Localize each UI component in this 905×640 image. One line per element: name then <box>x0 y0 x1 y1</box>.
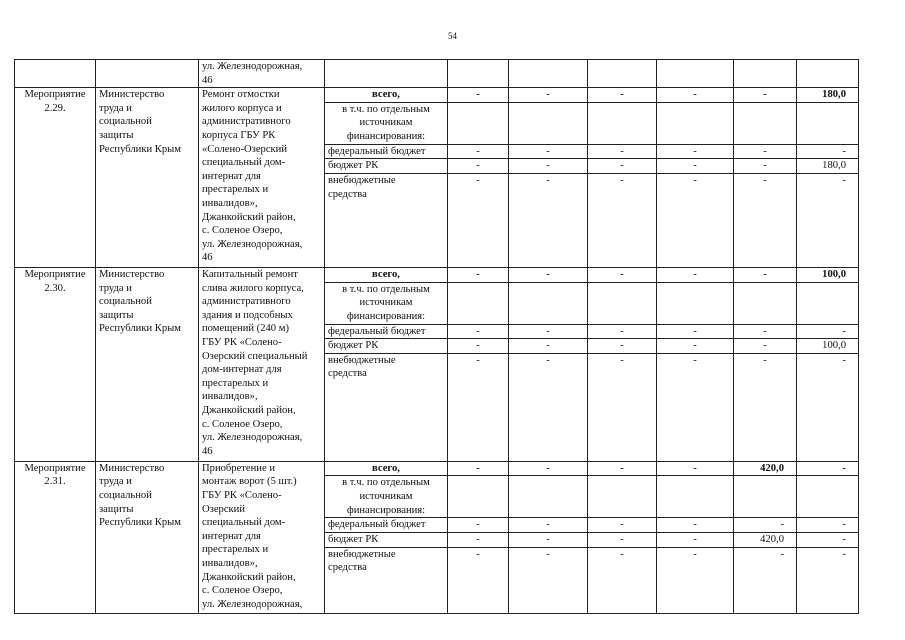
value-cell: - <box>657 159 734 174</box>
value-cell: - <box>588 88 657 103</box>
value-cell: - <box>734 353 797 461</box>
value-cell: - <box>797 547 859 613</box>
value-cell: - <box>448 547 509 613</box>
measure-total-row <box>15 461 859 476</box>
value-cell: - <box>657 353 734 461</box>
measure-total-row <box>15 88 859 103</box>
value-cell: - <box>657 532 734 547</box>
value-cell: - <box>797 173 859 267</box>
value-cell: - <box>657 324 734 339</box>
value-cell: - <box>657 144 734 159</box>
value-cell: - <box>734 518 797 533</box>
value-cell: - <box>588 267 657 282</box>
measure-description: Капитальный ремонт слива жилого корпуса, административного здания и подсобных помещений (240 м) ГБУ РК «Солено- Озерский специальный дом-интернат для престарелых и инвалидов», Джанкойский район, с. Соленое Озеро, ул. Железнодорожная, 46 <box>199 267 325 461</box>
value-cell: - <box>588 547 657 613</box>
source-total-label: всего, <box>325 267 448 282</box>
value-cell: - <box>797 532 859 547</box>
value-cell: - <box>509 339 588 354</box>
measure-id: Мероприятие 2.31. <box>15 461 96 613</box>
source-regional-label: бюджет РК <box>325 159 448 174</box>
value-cell: 180,0 <box>797 159 859 174</box>
value-cell: - <box>448 532 509 547</box>
source-including-label: в т.ч. по отдельным источникам финансирования: <box>325 476 448 518</box>
value-cell: - <box>588 518 657 533</box>
value-cell: - <box>588 532 657 547</box>
value-cell: - <box>509 267 588 282</box>
source-extra-label: внебюджетные средства <box>325 173 448 267</box>
measure-id: Мероприятие 2.29. <box>15 88 96 268</box>
value-cell: - <box>448 518 509 533</box>
value-cell: - <box>588 144 657 159</box>
value-cell: - <box>509 88 588 103</box>
value-cell: - <box>797 324 859 339</box>
value-cell: - <box>509 173 588 267</box>
value-cell: - <box>588 159 657 174</box>
value-cell: - <box>509 547 588 613</box>
value-cell: - <box>734 173 797 267</box>
value-cell: - <box>448 88 509 103</box>
value-cell: - <box>588 324 657 339</box>
value-cell: - <box>734 144 797 159</box>
budget-table <box>14 59 859 614</box>
value-cell: - <box>509 144 588 159</box>
measure-id: Мероприятие 2.30. <box>15 267 96 461</box>
source-total-label: всего, <box>325 461 448 476</box>
value-cell: 420,0 <box>734 461 797 476</box>
value-cell: - <box>448 173 509 267</box>
value-cell: - <box>657 267 734 282</box>
value-cell: - <box>797 144 859 159</box>
measure-ministry: Министерство труда и социальной защиты Республики Крым <box>96 461 199 613</box>
value-cell: - <box>448 159 509 174</box>
value-cell: - <box>448 144 509 159</box>
value-cell: - <box>657 339 734 354</box>
measure-total-row <box>15 267 859 282</box>
value-cell: - <box>588 339 657 354</box>
measure-description: Ремонт отмостки жилого корпуса и административного корпуса ГБУ РК «Солено-Озерский специальный дом- интернат для престарелых и инвалидов», Джанкойский район, с. Соленое Озеро, ул. Железнодорожная, 46 <box>199 88 325 268</box>
value-cell: - <box>509 324 588 339</box>
value-cell: - <box>797 518 859 533</box>
value-cell: - <box>448 324 509 339</box>
value-cell: - <box>797 353 859 461</box>
value-cell: - <box>509 159 588 174</box>
value-cell: - <box>657 173 734 267</box>
value-cell: - <box>657 461 734 476</box>
measure-description: Приобретение и монтаж ворот (5 шт.) ГБУ РК «Солено- Озерский специальный дом- интернат для престарелых и инвалидов», Джанкойский район, с. Соленое Озеро, ул. Железнодорожная, <box>199 461 325 613</box>
value-cell: - <box>448 461 509 476</box>
source-extra-label: внебюджетные средства <box>325 353 448 461</box>
continuation-row <box>15 60 859 88</box>
value-cell: - <box>509 532 588 547</box>
measure-ministry: Министерство труда и социальной защиты Республики Крым <box>96 88 199 268</box>
source-total-label: всего, <box>325 88 448 103</box>
source-federal-label: федеральный бюджет <box>325 518 448 533</box>
value-cell: - <box>588 353 657 461</box>
value-cell: - <box>734 159 797 174</box>
value-cell: - <box>448 353 509 461</box>
value-cell: 100,0 <box>797 339 859 354</box>
source-including-label: в т.ч. по отдельным источникам финансирования: <box>325 282 448 324</box>
value-cell: - <box>734 267 797 282</box>
source-extra-label: внебюджетные средства <box>325 547 448 613</box>
source-regional-label: бюджет РК <box>325 532 448 547</box>
value-cell: - <box>657 88 734 103</box>
source-including-label: в т.ч. по отдельным источникам финансирования: <box>325 102 448 144</box>
measure-ministry: Министерство труда и социальной защиты Республики Крым <box>96 267 199 461</box>
value-cell: - <box>588 461 657 476</box>
source-regional-label: бюджет РК <box>325 339 448 354</box>
value-cell: - <box>509 353 588 461</box>
page-number: 54 <box>448 31 457 41</box>
value-cell: - <box>734 324 797 339</box>
value-cell: - <box>448 267 509 282</box>
source-federal-label: федеральный бюджет <box>325 324 448 339</box>
value-cell: - <box>588 173 657 267</box>
value-cell: - <box>734 88 797 103</box>
value-cell: - <box>734 547 797 613</box>
source-federal-label: федеральный бюджет <box>325 144 448 159</box>
value-cell: 180,0 <box>797 88 859 103</box>
value-cell: - <box>448 339 509 354</box>
value-cell: 100,0 <box>797 267 859 282</box>
value-cell: - <box>509 461 588 476</box>
value-cell: - <box>657 547 734 613</box>
continuation-description: ул. Железнодорожная, 46 <box>199 60 325 88</box>
value-cell: - <box>734 339 797 354</box>
value-cell: 420,0 <box>734 532 797 547</box>
value-cell: - <box>797 461 859 476</box>
value-cell: - <box>509 518 588 533</box>
value-cell: - <box>657 518 734 533</box>
